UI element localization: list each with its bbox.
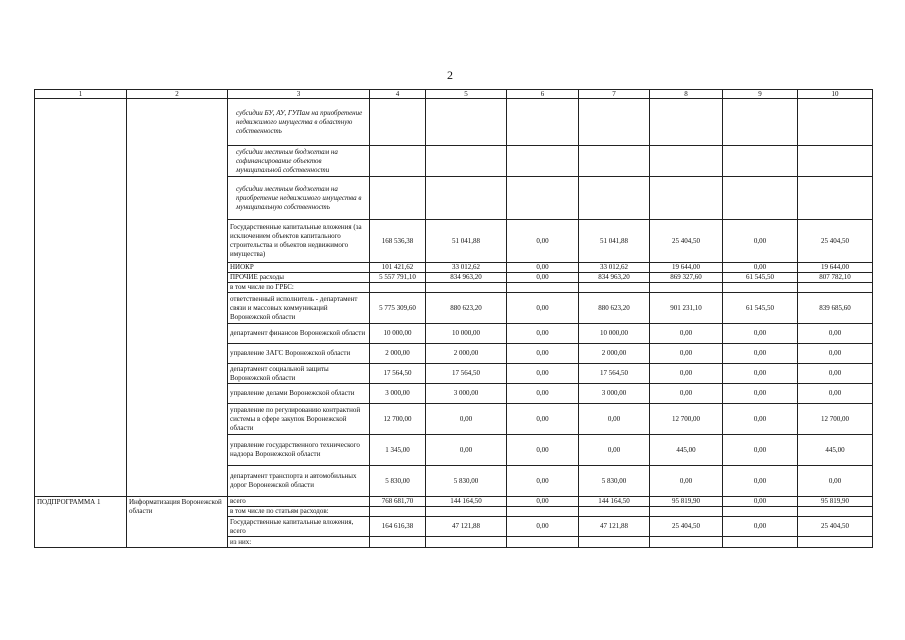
amount-cell <box>650 177 723 220</box>
amount-cell: 0,00 <box>579 435 650 466</box>
amount-cell: 5 830,00 <box>426 466 507 497</box>
amount-cell: 0,00 <box>650 466 723 497</box>
column-header: 8 <box>650 90 723 99</box>
expense-description-cell: из них: <box>228 537 370 548</box>
amount-cell: 61 545,50 <box>723 273 798 283</box>
amount-cell <box>798 537 873 548</box>
amount-cell: 33 012,62 <box>426 263 507 273</box>
amount-cell <box>798 507 873 517</box>
amount-cell: 19 644,00 <box>650 263 723 273</box>
amount-cell: 0,00 <box>650 324 723 344</box>
amount-cell: 445,00 <box>798 435 873 466</box>
amount-cell: 0,00 <box>507 497 579 507</box>
amount-cell: 51 041,88 <box>426 220 507 263</box>
amount-cell: 5 830,00 <box>579 466 650 497</box>
amount-cell: 445,00 <box>650 435 723 466</box>
amount-cell <box>723 99 798 146</box>
amount-cell <box>370 146 426 177</box>
amount-cell: 95 819,90 <box>650 497 723 507</box>
amount-cell: 17 564,50 <box>426 364 507 384</box>
amount-cell <box>507 537 579 548</box>
amount-cell <box>507 507 579 517</box>
amount-cell <box>507 99 579 146</box>
amount-cell: 10 000,00 <box>579 324 650 344</box>
amount-cell <box>723 177 798 220</box>
amount-cell <box>579 146 650 177</box>
amount-cell: 0,00 <box>507 517 579 537</box>
amount-cell: 0,00 <box>723 466 798 497</box>
amount-cell: 0,00 <box>507 466 579 497</box>
amount-cell: 25 404,50 <box>650 220 723 263</box>
column-header: 2 <box>127 90 228 99</box>
expense-description-cell: управление государственного технического надзора Воронежской области <box>228 435 370 466</box>
amount-cell: 25 404,50 <box>650 517 723 537</box>
column-header: 7 <box>579 90 650 99</box>
amount-cell: 101 421,62 <box>370 263 426 273</box>
amount-cell: 25 404,50 <box>798 220 873 263</box>
amount-cell <box>370 507 426 517</box>
expense-description-cell: НИОКР <box>228 263 370 273</box>
amount-cell: 25 404,50 <box>798 517 873 537</box>
amount-cell <box>426 537 507 548</box>
expense-description-cell: в том числе по статьям расходов: <box>228 507 370 517</box>
amount-cell <box>723 146 798 177</box>
amount-cell: 95 819,90 <box>798 497 873 507</box>
expense-description-cell: департамент транспорта и автомобильных дорог Воронежской области <box>228 466 370 497</box>
amount-cell <box>579 537 650 548</box>
amount-cell: 5 775 309,60 <box>370 293 426 324</box>
amount-cell <box>370 283 426 293</box>
table-row <box>35 99 873 146</box>
amount-cell <box>426 507 507 517</box>
amount-cell: 0,00 <box>507 263 579 273</box>
amount-cell: 0,00 <box>507 435 579 466</box>
amount-cell: 0,00 <box>650 344 723 364</box>
amount-cell: 3 000,00 <box>579 384 650 404</box>
column-header: 9 <box>723 90 798 99</box>
amount-cell: 0,00 <box>650 364 723 384</box>
amount-cell <box>507 283 579 293</box>
amount-cell <box>426 99 507 146</box>
amount-cell: 144 164,50 <box>426 497 507 507</box>
amount-cell <box>650 146 723 177</box>
amount-cell: 0,00 <box>723 517 798 537</box>
amount-cell: 839 685,60 <box>798 293 873 324</box>
amount-cell: 47 121,88 <box>426 517 507 537</box>
amount-cell: 0,00 <box>723 220 798 263</box>
amount-cell: 19 644,00 <box>798 263 873 273</box>
column-header: 4 <box>370 90 426 99</box>
amount-cell <box>798 99 873 146</box>
amount-cell <box>370 537 426 548</box>
amount-cell: 12 700,00 <box>798 404 873 435</box>
amount-cell: 12 700,00 <box>650 404 723 435</box>
amount-cell: 0,00 <box>426 435 507 466</box>
amount-cell <box>426 177 507 220</box>
amount-cell: 17 564,50 <box>579 364 650 384</box>
column-header: 3 <box>228 90 370 99</box>
amount-cell: 768 681,70 <box>370 497 426 507</box>
expense-description-cell: управление делами Воронежской области <box>228 384 370 404</box>
amount-cell <box>723 537 798 548</box>
amount-cell: 1 345,00 <box>370 435 426 466</box>
amount-cell: 0,00 <box>723 364 798 384</box>
amount-cell: 0,00 <box>507 324 579 344</box>
table-row <box>35 497 873 507</box>
amount-cell <box>579 507 650 517</box>
amount-cell: 17 564,50 <box>370 364 426 384</box>
amount-cell <box>579 283 650 293</box>
amount-cell: 2 000,00 <box>370 344 426 364</box>
amount-cell <box>507 177 579 220</box>
expense-description-cell: ПРОЧИЕ расходы <box>228 273 370 283</box>
amount-cell <box>650 537 723 548</box>
amount-cell <box>798 283 873 293</box>
amount-cell <box>798 177 873 220</box>
amount-cell <box>798 146 873 177</box>
amount-cell: 0,00 <box>507 364 579 384</box>
expense-description-cell: всего <box>228 497 370 507</box>
amount-cell: 61 545,50 <box>723 293 798 324</box>
amount-cell: 0,00 <box>507 384 579 404</box>
column-header: 10 <box>798 90 873 99</box>
amount-cell: 144 164,50 <box>579 497 650 507</box>
program-name-cell <box>35 99 127 497</box>
amount-cell: 5 830,00 <box>370 466 426 497</box>
amount-cell: 0,00 <box>723 344 798 364</box>
amount-cell: 0,00 <box>798 324 873 344</box>
amount-cell <box>650 99 723 146</box>
program-title-cell <box>127 99 228 497</box>
expense-description-cell: управление ЗАГС Воронежской области <box>228 344 370 364</box>
amount-cell: 0,00 <box>798 384 873 404</box>
amount-cell: 0,00 <box>507 344 579 364</box>
amount-cell <box>723 507 798 517</box>
amount-cell <box>370 177 426 220</box>
expense-description-cell: Государственные капитальные вложения (за исключением объектов капитального строительства и объектов недвижимого имущества) <box>228 220 370 263</box>
amount-cell <box>507 146 579 177</box>
expense-description-cell: Государственные капитальные вложения, всего <box>228 517 370 537</box>
amount-cell: 47 121,88 <box>579 517 650 537</box>
budget-table <box>34 89 873 548</box>
amount-cell: 33 012,62 <box>579 263 650 273</box>
expense-description-cell: департамент финансов Воронежской области <box>228 324 370 344</box>
amount-cell: 168 536,38 <box>370 220 426 263</box>
amount-cell: 834 963,20 <box>426 273 507 283</box>
amount-cell: 0,00 <box>650 384 723 404</box>
amount-cell: 0,00 <box>723 435 798 466</box>
column-header: 6 <box>507 90 579 99</box>
amount-cell: 164 616,38 <box>370 517 426 537</box>
amount-cell <box>650 283 723 293</box>
column-header: 1 <box>35 90 127 99</box>
amount-cell: 12 700,00 <box>370 404 426 435</box>
amount-cell: 0,00 <box>507 273 579 283</box>
expense-description-cell: ответственный исполнитель - департамент связи и массовых коммуникаций Воронежской области <box>228 293 370 324</box>
amount-cell: 880 623,20 <box>579 293 650 324</box>
expense-description-cell: управление по регулированию контрактной системы в сфере закупок Воронежской области <box>228 404 370 435</box>
amount-cell <box>723 283 798 293</box>
amount-cell: 0,00 <box>723 404 798 435</box>
amount-cell: 2 000,00 <box>426 344 507 364</box>
amount-cell: 10 000,00 <box>426 324 507 344</box>
amount-cell: 807 782,10 <box>798 273 873 283</box>
amount-cell: 901 231,10 <box>650 293 723 324</box>
amount-cell <box>579 99 650 146</box>
amount-cell: 3 000,00 <box>426 384 507 404</box>
amount-cell: 0,00 <box>798 364 873 384</box>
amount-cell <box>650 507 723 517</box>
amount-cell <box>579 177 650 220</box>
amount-cell: 834 963,20 <box>579 273 650 283</box>
expense-description-cell: департамент социальной защиты Воронежской области <box>228 364 370 384</box>
amount-cell <box>426 283 507 293</box>
amount-cell <box>426 146 507 177</box>
amount-cell: 2 000,00 <box>579 344 650 364</box>
program-title-cell: Информатизация Воронежской области <box>127 497 228 548</box>
amount-cell <box>370 99 426 146</box>
amount-cell: 0,00 <box>507 404 579 435</box>
amount-cell: 0,00 <box>723 497 798 507</box>
page-number: 2 <box>447 68 453 82</box>
amount-cell: 0,00 <box>723 263 798 273</box>
expense-description-cell: в том числе по ГРБС: <box>228 283 370 293</box>
amount-cell: 0,00 <box>426 404 507 435</box>
expense-description-cell: субсидии БУ, АУ, ГУПам на приобретение недвижимого имущества в областную собственность <box>228 99 370 146</box>
amount-cell: 0,00 <box>507 220 579 263</box>
amount-cell: 0,00 <box>723 324 798 344</box>
amount-cell: 5 557 791,10 <box>370 273 426 283</box>
amount-cell: 0,00 <box>579 404 650 435</box>
amount-cell: 0,00 <box>798 344 873 364</box>
amount-cell: 10 000,00 <box>370 324 426 344</box>
expense-description-cell: субсидии местным бюджетам на софинансирование объектов муниципальной собственности <box>228 146 370 177</box>
amount-cell: 3 000,00 <box>370 384 426 404</box>
column-number-row <box>35 90 873 99</box>
amount-cell: 0,00 <box>507 293 579 324</box>
amount-cell: 869 327,60 <box>650 273 723 283</box>
expense-description-cell: субсидии местным бюджетам на приобретение недвижимого имущества в муниципальную собственность <box>228 177 370 220</box>
amount-cell: 51 041,88 <box>579 220 650 263</box>
column-header: 5 <box>426 90 507 99</box>
amount-cell: 880 623,20 <box>426 293 507 324</box>
program-name-cell: ПОДПРОГРАММА 1 <box>35 497 127 548</box>
amount-cell: 0,00 <box>798 466 873 497</box>
amount-cell: 0,00 <box>723 384 798 404</box>
